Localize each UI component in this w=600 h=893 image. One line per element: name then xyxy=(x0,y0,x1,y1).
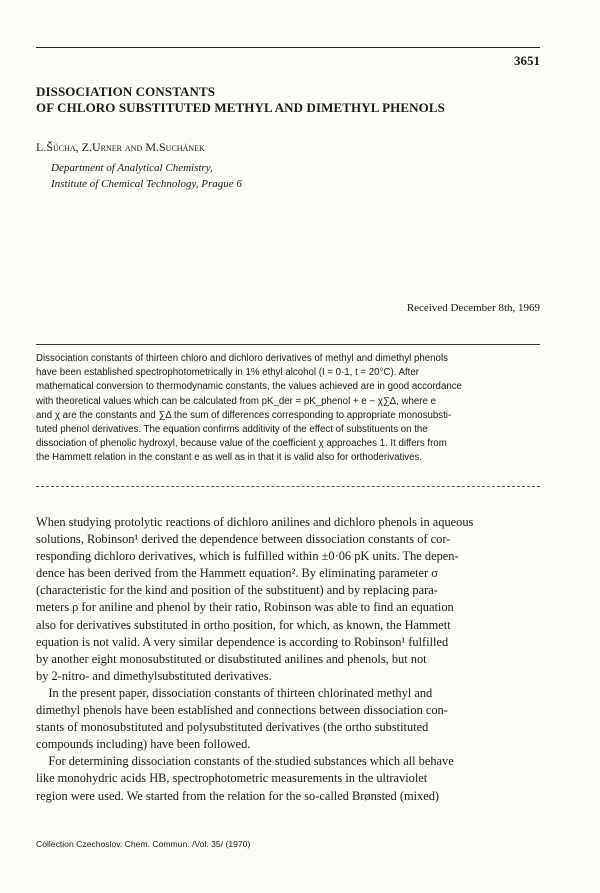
abstract-bottom-rule xyxy=(36,486,540,487)
abstract-line: dissociation of phenolic hydroxyl, because value of the coefficient χ approaches 1. It differs from xyxy=(36,438,447,450)
abstract-line: have been established spectrophotometrically in 1% ethyl alcohol (I = 0·1, t = 20°C). After xyxy=(36,367,419,379)
header-rule xyxy=(36,47,540,48)
abstract-line: Dissociation constants of thirteen chloro and dichloro derivatives of methyl and dimethyl phenols xyxy=(36,353,448,364)
affiliation xyxy=(51,160,242,192)
author-list: L.Šúcha, Z.Urner and M.Suchánek xyxy=(36,140,205,154)
body-line: For determining dissociation constants of the studied substances which all behave xyxy=(36,754,454,769)
abstract-line: tuted phenol derivatives. The equation confirms additivity of the effect of substituents on the xyxy=(36,424,428,436)
body-line: by 2-nitro- and dimethylsubstituted derivatives. xyxy=(36,668,272,683)
abstract-line: and χ are the constants and ∑Δ the sum of differences corresponding to appropriate monosubsti- xyxy=(36,409,452,421)
title-line: OF CHLORO SUBSTITUTED METHYL AND DIMETHYL PHENOLS xyxy=(36,100,445,115)
body-line: When studying protolytic reactions of dichloro anilines and dichloro phenols in aqueous xyxy=(36,515,474,529)
abstract-line: the Hammett relation in the constant e as well as in that it is valid also for orthoderivatives. xyxy=(36,452,423,464)
body-line: meters ρ for aniline and phenol by their ratio, Robinson was able to find an equation xyxy=(36,600,454,615)
body-line: equation is not valid. A very similar dependence is according to Robinson¹ fulfilled xyxy=(36,634,449,649)
body-line: compounds including) have been followed. xyxy=(36,737,251,752)
body-line: also for derivatives substituted in ortho position, for which, as known, the Hammett xyxy=(36,617,451,632)
title-line: DISSOCIATION CONSTANTS xyxy=(36,84,216,99)
page-number: 3651 xyxy=(514,53,540,68)
abstract-top-rule xyxy=(36,344,540,345)
body-line: stants of monosubstituted and polysubstituted derivatives (the ortho substituted xyxy=(36,720,429,735)
received-date: Received December 8th, 1969 xyxy=(406,302,540,314)
affiliation-line: Institute of Chemical Technology, Prague 6 xyxy=(51,178,242,190)
abstract-line: mathematical conversion to thermodynamic constants, the values achieved are in good accordance xyxy=(36,381,462,393)
body-line: In the present paper, dissociation constants of thirteen chlorinated methyl and xyxy=(36,685,433,700)
body-line: like monohydric acids HB, spectrophotometric measurements in the ultraviolet xyxy=(36,771,428,786)
body-line: by another eight monosubstituted or disubstituted anilines and phenols, but not xyxy=(36,651,427,666)
abstract-line: with theoretical values which can be calculated from pK_der = pK_phenol + e − χ∑Δ, where e xyxy=(36,395,437,407)
body-line: (characteristic for the kind and position of the substituent) and by replacing para- xyxy=(36,583,438,598)
body-line: solutions, Robinson¹ derived the dependence between dissociation constants of cor- xyxy=(36,532,451,547)
body-line: dence has been derived from the Hammett equation². By eliminating parameter σ xyxy=(36,566,438,581)
body-text xyxy=(36,514,542,805)
article-title xyxy=(36,84,566,116)
journal-footer: Collection Czechoslov. Chem. Commun. /Vol. 35/ (1970) xyxy=(36,839,251,849)
body-line: region were used. We started from the relation for the so-called Brønsted (mixed) xyxy=(36,788,440,803)
affiliation-line: Department of Analytical Chemistry, xyxy=(51,162,213,174)
body-line: dimethyl phenols have been established and connections between dissociation con- xyxy=(36,703,448,718)
abstract xyxy=(36,352,540,466)
body-line: responding dichloro derivatives, which is fulfilled within ±0·06 pK units. The depen- xyxy=(36,549,459,564)
